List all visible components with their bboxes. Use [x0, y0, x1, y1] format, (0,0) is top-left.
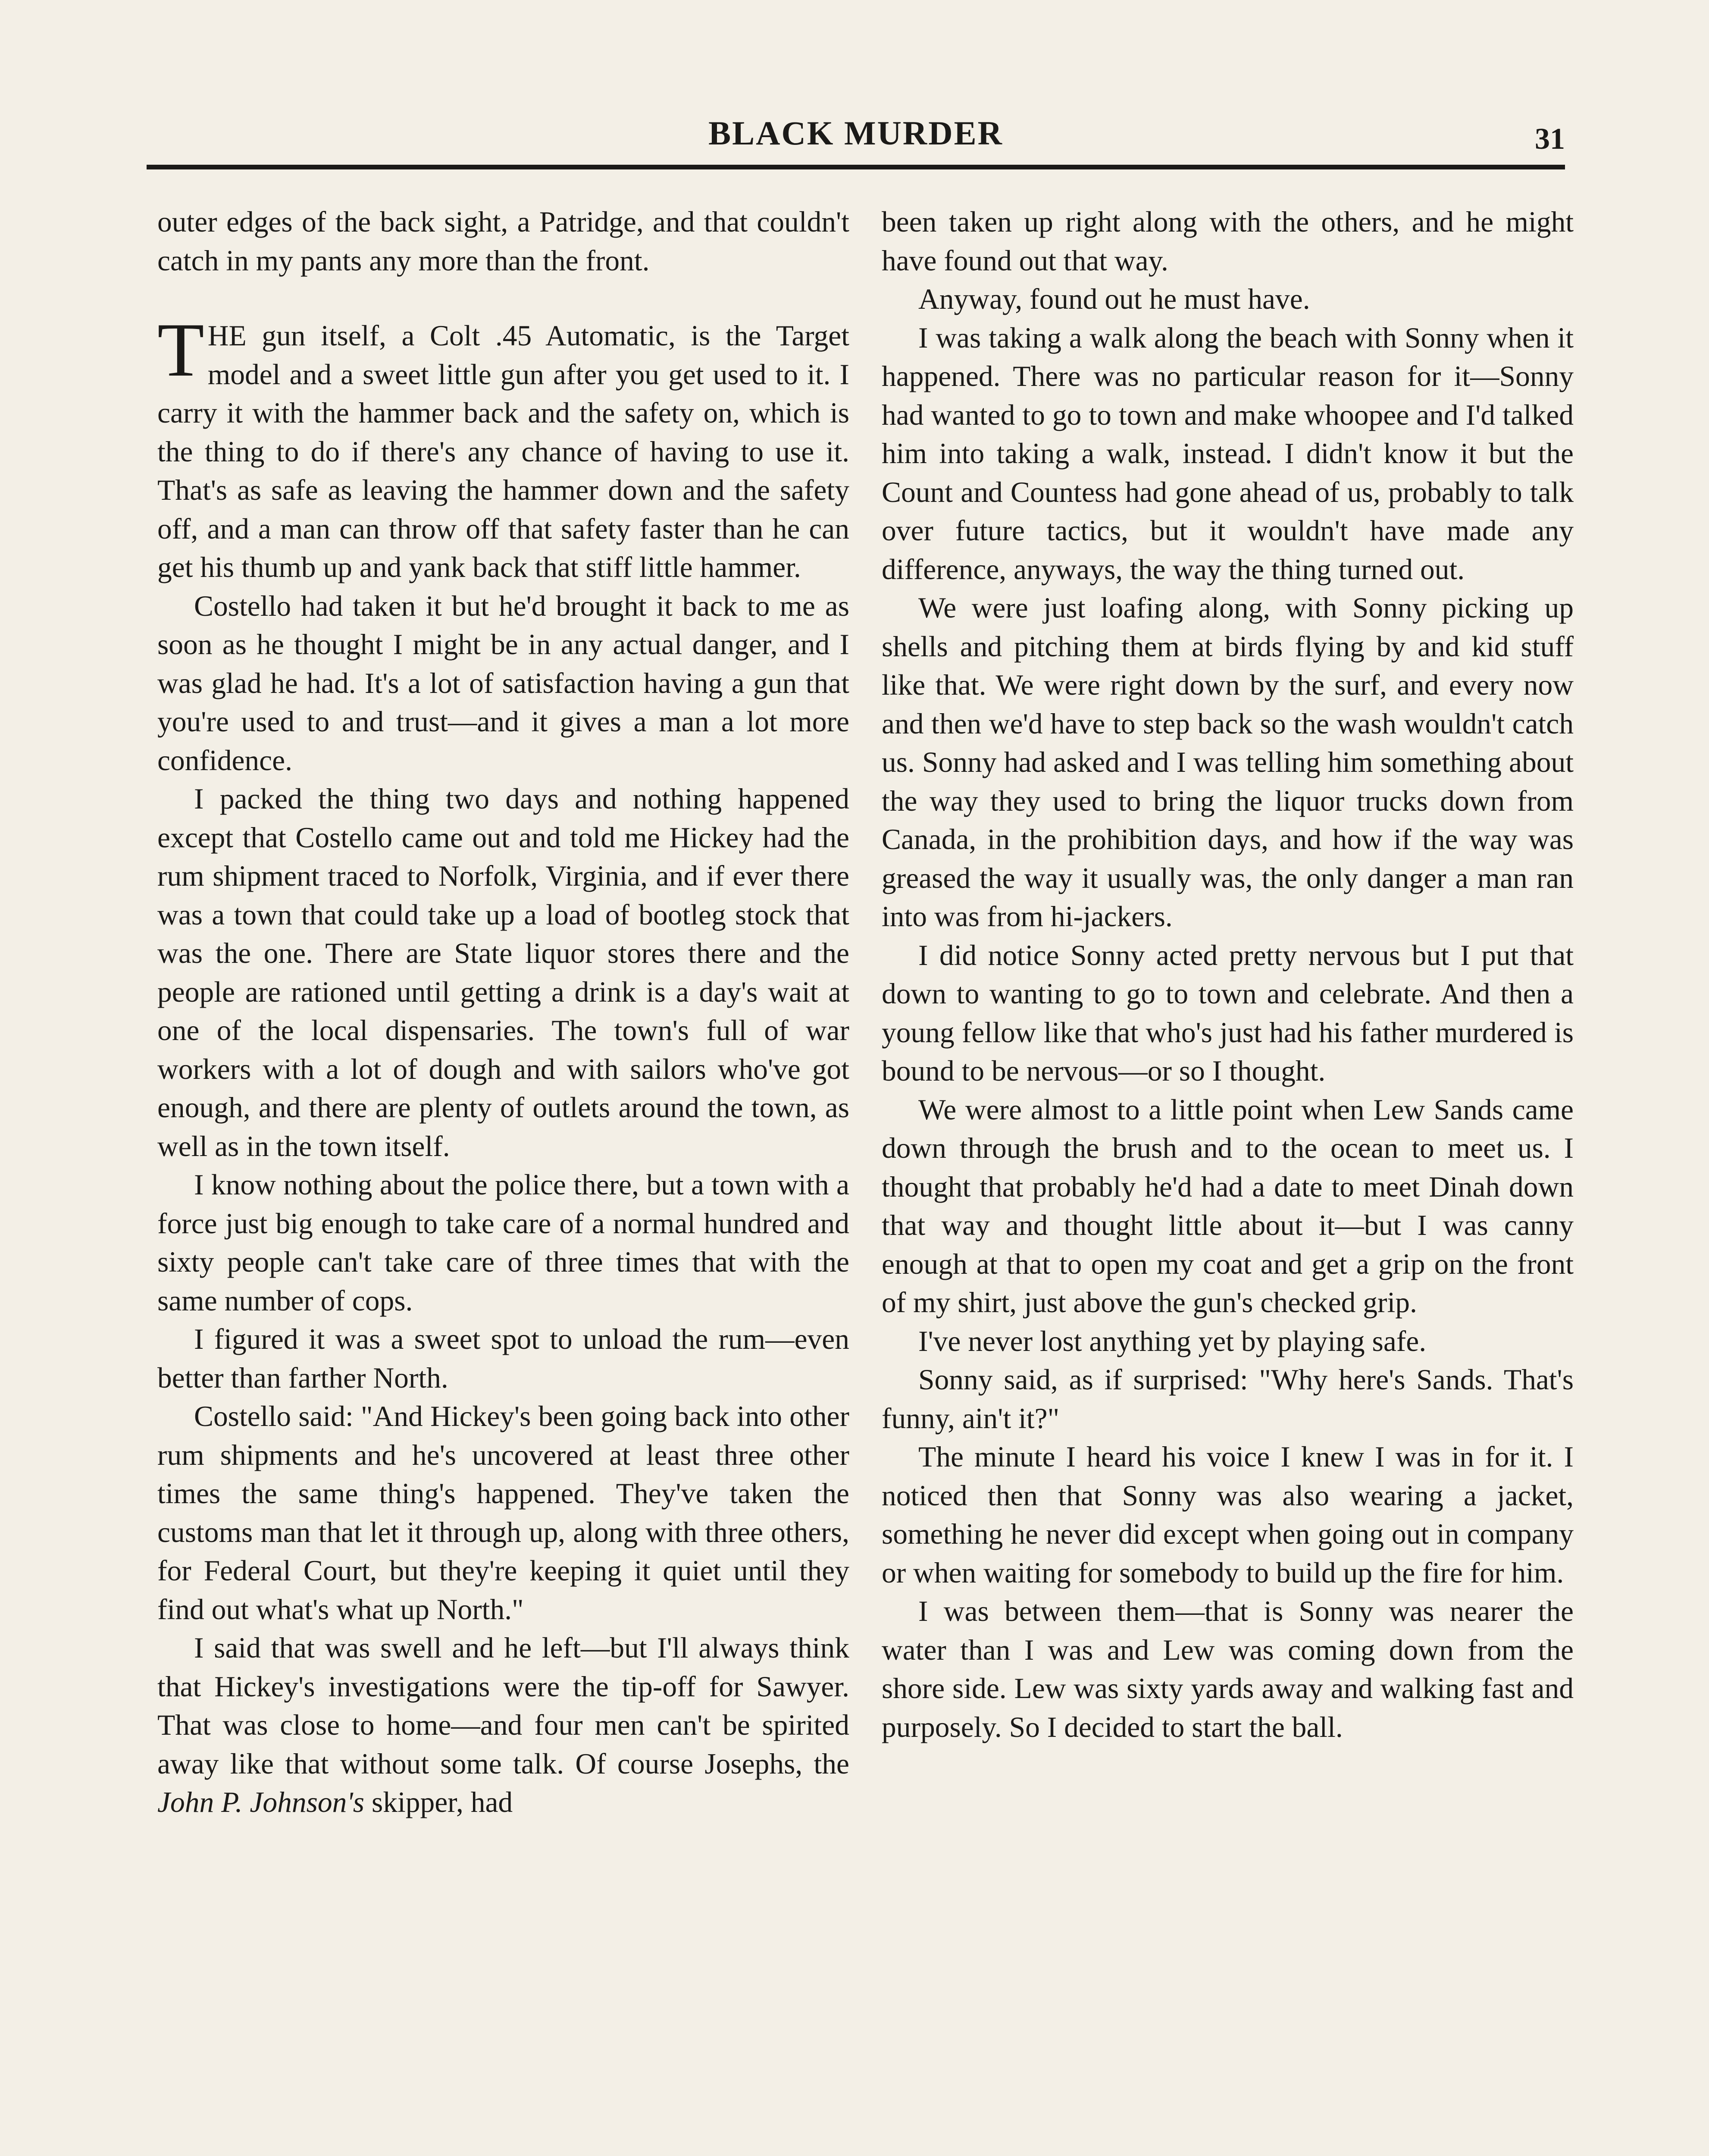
- page-number: 31: [1535, 122, 1565, 156]
- paragraph: We were almost to a little point when Lew Sands came down through the brush and to the ocean to meet us. I thought that probably he'd had a date to meet Dinah down that way and thought little about it—but I was canny enough at that to open my coat and get a grip on the front of my shirt, just above the gun's checked grip.: [882, 1093, 1574, 1319]
- paragraph-text: I said that was swell and he left—but I'll always think that Hickey's investigations were the tip-off for Sawyer. That was close to home—and four men can't be spirited away like that without some talk. Of course Josephs, the: [157, 1632, 849, 1780]
- ship-name: John P. Johnson's: [157, 1786, 365, 1818]
- paragraph: I did notice Sonny acted pretty nervous but I put that down to wanting to go to town and celebrate. And then a young fellow like that who's just had his father murdered is bound to be nervous—or so I thought.: [882, 939, 1574, 1087]
- running-title: BLACK MURDER: [708, 114, 1003, 152]
- paragraph: The minute I heard his voice I knew I was in for it. I noticed then that Sonny was also wearing a jacket, something he never did except when going out in company or when waiting for somebody to build up the fire for him.: [882, 1441, 1574, 1589]
- paragraph: [157, 1629, 849, 1822]
- page-header: [147, 116, 1565, 164]
- paragraph: I packed the thing two days and nothing happened except that Costello came out and told me Hickey had the rum shipment traced to Norfolk, Virginia, and if ever there was a town that could take up a load of bootleg stock that was the one. There are State liquor stores there and the people are rationed until getting a drink is a day's wait at one of the local dispensaries. The town's full of war workers with a lot of dough and with sailors who've got enough, and there are plenty of outlets around the town, as well as in the town itself.: [157, 783, 849, 1163]
- paragraph: been taken up right along with the others, and he might have found out that way.: [882, 206, 1574, 277]
- paragraph: outer edges of the back sight, a Patridge, and that couldn't catch in my pants any more than the front.: [157, 206, 849, 277]
- header-rule: [147, 165, 1565, 169]
- paragraph-text: skipper, had: [364, 1786, 513, 1818]
- paragraph: Costello said: "And Hickey's been going back into other rum shipments and he's uncovered at least three other times the same thing's happened. They've taken the customs man that let it through up, along with three others, for Federal Court, but they're keeping it quiet until they find out what's what up North.": [157, 1400, 849, 1626]
- paragraph: Sonny said, as if surprised: "Why here's Sands. That's funny, ain't it?": [882, 1363, 1574, 1435]
- right-column: [882, 203, 1574, 1746]
- paragraph: Costello had taken it but he'd brought it back to me as soon as he thought I might be in any actual danger, and I was glad he had. It's a lot of satisfaction having a gun that you're used to and trust—and it gives a man a lot more confidence.: [157, 589, 849, 777]
- left-column: [157, 203, 849, 1822]
- paragraph-text: HE gun itself, a Colt .45 Automatic, is the Target model and a sweet little gun after you get used to it. I carry it with the hammer back and the safety on, which is the thing to do if there's any chance of having to use it. That's as safe as leaving the hammer down and the safety off, and a man can throw off that safety faster than he can get his thumb up and yank back that stiff little hammer.: [157, 320, 849, 583]
- paragraph: I know nothing about the police there, but a town with a force just big enough to take care of a normal hundred and sixty people can't take care of three times that with the same number of cops.: [157, 1169, 849, 1317]
- drop-cap: T: [157, 307, 204, 392]
- paragraph: I was taking a walk along the beach with Sonny when it happened. There was no particular reason for it—Sonny had wanted to go to town and make whoopee and I'd talked him into taking a walk, instead. I didn't know it but the Count and Countess had gone ahead of us, probably to talk over future tactics, but it wouldn't have made any difference, anyways, the way the thing turned out.: [882, 321, 1574, 586]
- paragraph-section-start: [157, 307, 849, 587]
- paragraph: Anyway, found out he must have.: [918, 283, 1310, 315]
- paragraph: I've never lost anything yet by playing safe.: [918, 1325, 1427, 1357]
- paragraph: I figured it was a sweet spot to unload the rum—even better than farther North.: [157, 1323, 849, 1394]
- paragraph: We were just loafing along, with Sonny picking up shells and pitching them at birds flying by and kid stuff like that. We were right down by the surf, and every now and then we'd have to step back so the wash wouldn't catch us. Sonny had asked and I was telling him something about the way they used to bring the liquor trucks down from Canada, in the prohibition days, and how if the way was greased the way it usually was, the only danger a man ran into was from hi-jackers.: [882, 592, 1574, 933]
- paragraph: I was between them—that is Sonny was nearer the water than I was and Lew was coming down from the shore side. Lew was sixty yards away and walking fast and purposely. So I decided to start the ball.: [882, 1595, 1574, 1743]
